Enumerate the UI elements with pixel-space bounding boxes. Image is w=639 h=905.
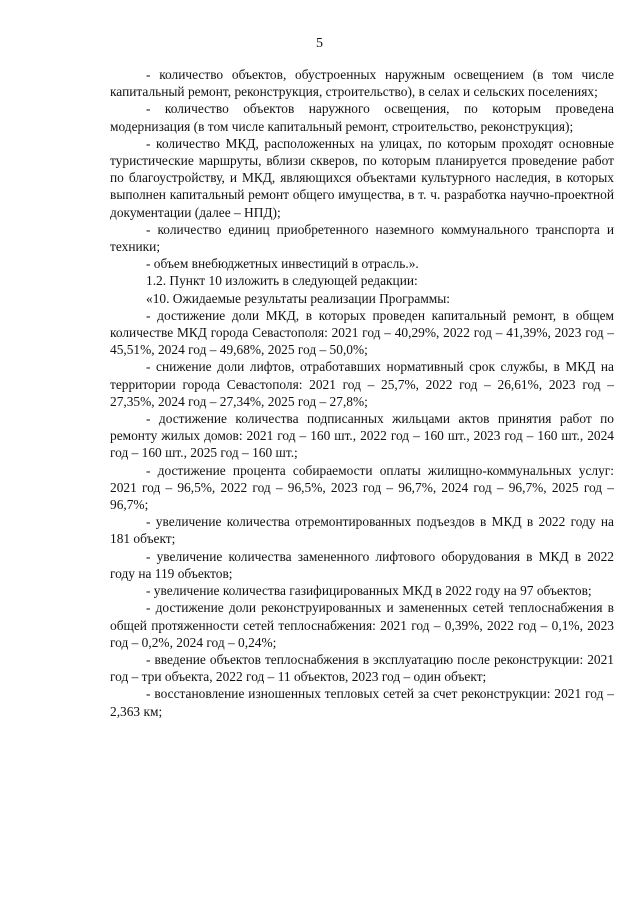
paragraph: - количество МКД, расположенных на улицах, по которым проходят основные туристические маршруты, вблизи скверов, по которым планируется проведение работ по благоустройству, и МКД, являющихся объектами культурного наследия, в которых выполнен капитальный ремонт общего имущества, в т. ч. разработка научно-проектной документации (далее – НПД);: [110, 135, 614, 220]
paragraph: - достижение количества подписанных жильцами актов принятия работ по ремонту жилых домов: 2021 год – 160 шт., 2022 год – 160 шт., 2023 год – 160 шт., 2024 год – 160 шт., 2025 год – 160 шт.;: [110, 411, 614, 461]
page-number: 5: [316, 36, 323, 51]
paragraph: - восстановление изношенных тепловых сетей за счет реконструкции: 2021 год – 2,363 км;: [110, 686, 614, 719]
paragraph: «10. Ожидаемые результаты реализации Программы:: [146, 290, 450, 306]
paragraph: - снижение доли лифтов, отработавших нормативный срок службы, в МКД на территории города Севастополя: 2021 год – 25,7%, 2022 год – 26,61%, 2023 год – 27,35%, 2024 год – 27,34%, 2025 год – 27,8%;: [110, 359, 614, 409]
document-body: [110, 66, 614, 720]
paragraph: - достижение доли реконструированных и замененных сетей теплоснабжения в общей протяженности сетей теплоснабжения: 2021 год – 0,39%, 2022 год – 0,1%, 2023 год – 0,2%, 2024 год – 0,24%;: [110, 600, 614, 650]
paragraph: - достижение доли МКД, в которых проведен капитальный ремонт, в общем количестве МКД города Севастополя: 2021 год – 40,29%, 2022 год – 41,39%, 2023 год – 45,51%, 2024 год – 49,68%, 2025 год – 50,0%;: [110, 307, 614, 358]
paragraph: - увеличение количества отремонтированных подъездов в МКД в 2022 году на 181 объект;: [110, 514, 614, 547]
paragraph: - количество объектов наружного освещения, по которым проведена модернизация (в том числе капитальный ремонт, строительство, реконструкция);: [110, 101, 614, 134]
paragraph: - увеличение количества газифицированных МКД в 2022 году на 97 объектов;: [146, 583, 592, 599]
paragraph: - увеличение количества замененного лифтового оборудования в МКД в 2022 году на 119 объектов;: [110, 548, 614, 581]
paragraph: - введение объектов теплоснабжения в эксплуатацию после реконструкции: 2021 год – три объекта, 2022 год – 11 объектов, 2023 год – один объект;: [110, 651, 614, 685]
paragraph: - количество объектов, обустроенных наружным освещением (в том числе капитальный ремонт, реконструкция, строительство), в селах и сельских поселениях;: [110, 67, 614, 100]
paragraph: - объем внебюджетных инвестиций в отрасль.».: [146, 256, 419, 272]
paragraph: - достижение процента собираемости оплаты жилищно-коммунальных услуг: 2021 год – 96,5%, 2022 год – 96,5%, 2023 год – 96,7%, 2024 год – 96,7%, 2025 год – 96,7%;: [110, 462, 614, 513]
paragraph: 1.2. Пункт 10 изложить в следующей редакции:: [146, 273, 418, 289]
paragraph: - количество единиц приобретенного наземного коммунального транспорта и техники;: [110, 221, 614, 255]
